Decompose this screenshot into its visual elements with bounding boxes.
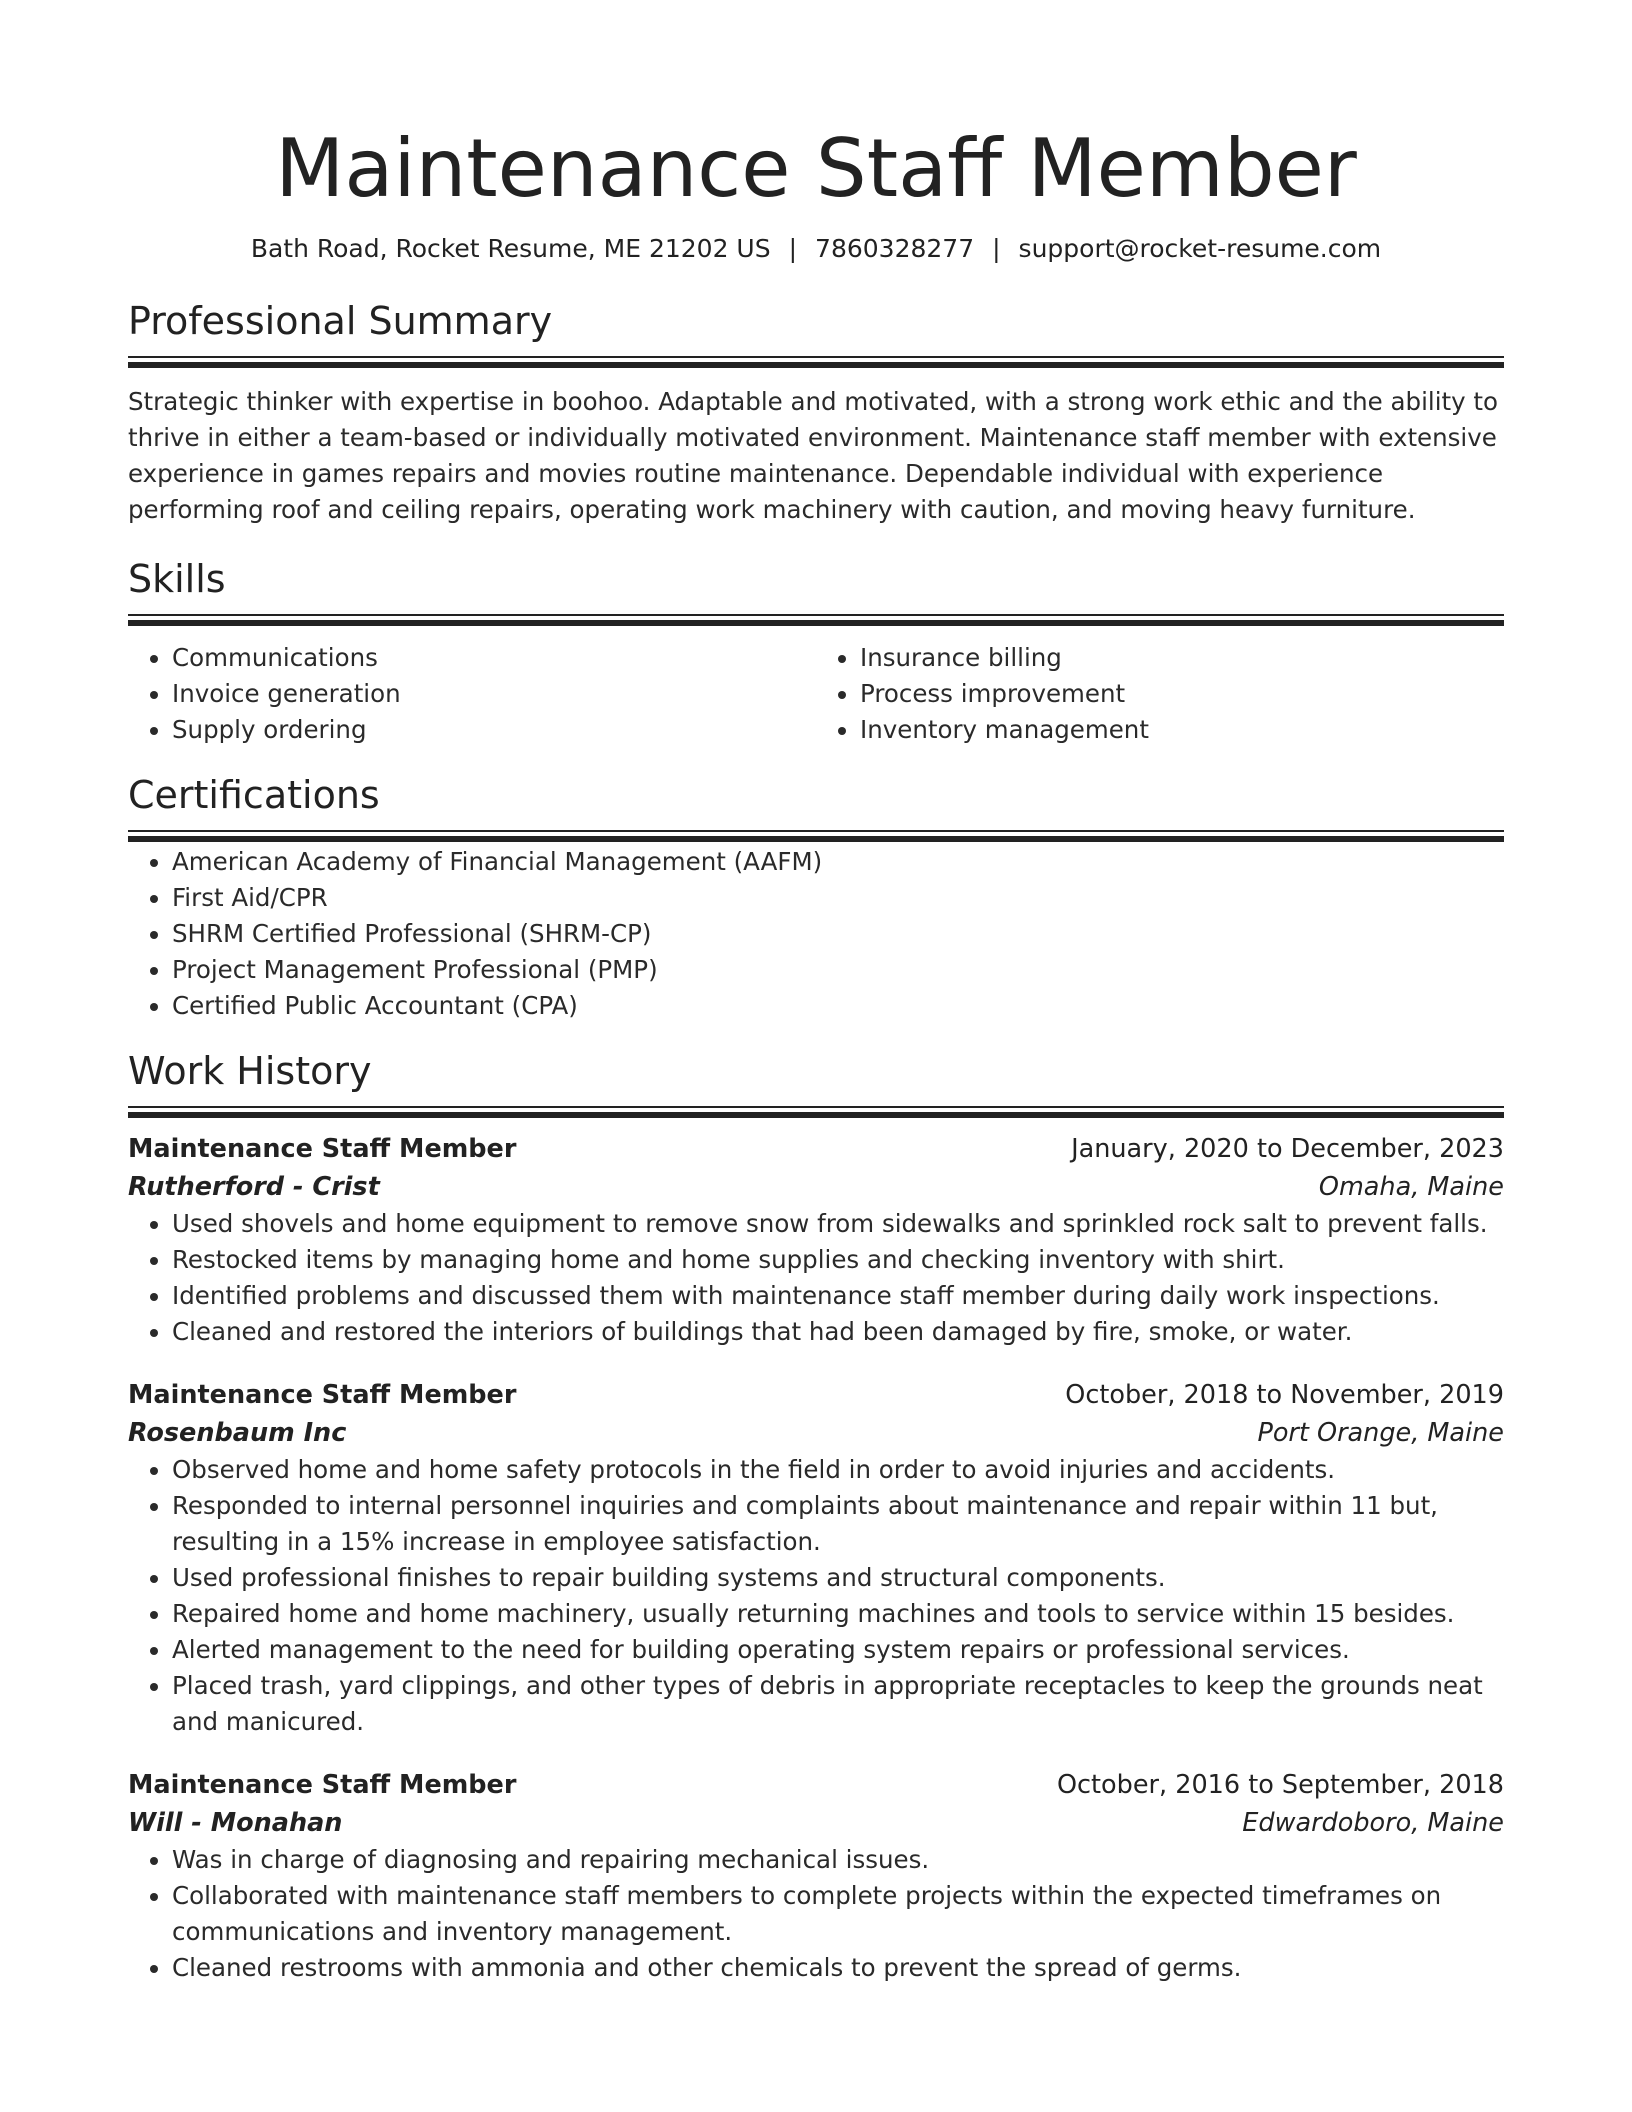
skills-heading: Skills: [128, 557, 226, 601]
certifications-section: [128, 770, 1504, 1024]
job-bullet: • Restocked items by managing home and home supplies and checking inventory with shirt.: [172, 1242, 1504, 1278]
work-history-section: [128, 1046, 1504, 1986]
job-company-row: [128, 1804, 1504, 1842]
job-entry: [128, 1376, 1504, 1740]
job-bullet: • Observed home and home safety protocols in the field in order to avoid injuries and accidents.: [172, 1452, 1504, 1488]
job-entry: [128, 1130, 1504, 1350]
contact-phone: 7860328277: [815, 234, 975, 263]
job-bullet: • Used shovels and home equipment to remove snow from sidewalks and sprinkled rock salt to prevent falls.: [172, 1206, 1504, 1242]
skill-item: • Inventory management: [860, 712, 1504, 748]
job-bullets: [128, 1206, 1504, 1350]
summary-heading: Professional Summary: [128, 299, 553, 343]
skill-item: • Communications: [172, 640, 816, 676]
job-bullet: • Collaborated with maintenance staff members to complete projects within the expected timeframes on communications and inventory management.: [172, 1878, 1504, 1950]
contact-email: support@rocket-resume.com: [1018, 234, 1382, 263]
skill-item: • Invoice generation: [172, 676, 816, 712]
certification-item: • Project Management Professional (PMP): [172, 952, 1504, 988]
job-bullet: • Alerted management to the need for building operating system repairs or professional services.: [172, 1632, 1504, 1668]
section-divider: [128, 356, 1504, 370]
job-location: Edwardoboro, Maine: [1242, 1808, 1504, 1838]
contact-separator: |: [992, 234, 1001, 263]
skills-list-right: [816, 640, 1504, 748]
job-bullet: • Identified problems and discussed them with maintenance staff member during daily work inspections.: [172, 1278, 1504, 1314]
job-bullets: [128, 1842, 1504, 1986]
job-title: Maintenance Staff Member: [128, 1380, 517, 1410]
job-bullet: • Cleaned restrooms with ammonia and other chemicals to prevent the spread of germs.: [172, 1950, 1504, 1986]
job-bullet: • Cleaned and restored the interiors of buildings that had been damaged by fire, smoke, or water.: [172, 1314, 1504, 1350]
job-bullets: [128, 1452, 1504, 1740]
skills-grid: [128, 640, 1504, 748]
section-divider: [128, 830, 1504, 844]
certifications-list: [128, 844, 1504, 1024]
job-bullet: • Was in charge of diagnosing and repairing mechanical issues.: [172, 1842, 1504, 1878]
job-company-row: [128, 1168, 1504, 1206]
candidate-name: Maintenance Staff Member: [275, 122, 1357, 215]
job-company-row: [128, 1414, 1504, 1452]
job-company: Will - Monahan: [128, 1808, 343, 1838]
certification-item: • SHRM Certified Professional (SHRM-CP): [172, 916, 1504, 952]
contact-address: Bath Road, Rocket Resume, ME 21202 US: [250, 234, 771, 263]
skill-item: • Insurance billing: [860, 640, 1504, 676]
job-company: Rutherford - Crist: [128, 1172, 380, 1202]
skills-list-left: [128, 640, 816, 748]
skill-item: • Supply ordering: [172, 712, 816, 748]
job-entry: [128, 1766, 1504, 1986]
summary-text: Strategic thinker with expertise in boohoo. Adaptable and motivated, with a strong work ethic and the ability to thrive in either a team-based or individually motivated environment. Maintenance staff member with extensive experience in games repairs and movies routine maintenance. Dependable individual with experience performing roof and ceiling repairs, operating work machinery with caution, and moving heavy furniture.: [128, 387, 1498, 524]
contact-separator: |: [788, 234, 798, 263]
job-title: Maintenance Staff Member: [128, 1770, 517, 1800]
job-title: Maintenance Staff Member: [128, 1134, 517, 1164]
job-header-row: [128, 1376, 1504, 1414]
summary-section: [128, 296, 1504, 528]
section-divider: [128, 614, 1504, 628]
section-divider: [128, 1106, 1504, 1120]
work-history-heading: Work History: [128, 1049, 372, 1093]
job-dates: October, 2018 to November, 2019: [1065, 1380, 1504, 1410]
job-header-row: [128, 1766, 1504, 1804]
job-location: Omaha, Maine: [1318, 1172, 1504, 1202]
skill-item: • Process improvement: [860, 676, 1504, 712]
job-header-row: [128, 1130, 1504, 1168]
certifications-heading: Certifications: [128, 773, 380, 817]
resume-page: [128, 0, 1504, 1986]
job-bullet: • Repaired home and home machinery, usually returning machines and tools to service within 15 besides.: [172, 1596, 1504, 1632]
job-bullet: • Used professional finishes to repair building systems and structural components.: [172, 1560, 1504, 1596]
job-bullet: • Responded to internal personnel inquiries and complaints about maintenance and repair within 11 but, resulting in a 15% increase in employee satisfaction.: [172, 1488, 1504, 1560]
certification-item: • First Aid/CPR: [172, 880, 1504, 916]
job-bullet: • Placed trash, yard clippings, and other types of debris in appropriate receptacles to keep the grounds neat and manicured.: [172, 1668, 1504, 1740]
job-dates: October, 2016 to September, 2018: [1056, 1770, 1504, 1800]
certification-item: • Certified Public Accountant (CPA): [172, 988, 1504, 1024]
certification-item: • American Academy of Financial Management (AAFM): [172, 844, 1504, 880]
contact-line: [128, 232, 1504, 266]
job-dates: January, 2020 to December, 2023: [1071, 1134, 1504, 1164]
job-company: Rosenbaum Inc: [128, 1418, 347, 1448]
job-location: Port Orange, Maine: [1257, 1418, 1504, 1448]
skills-section: [128, 554, 1504, 748]
